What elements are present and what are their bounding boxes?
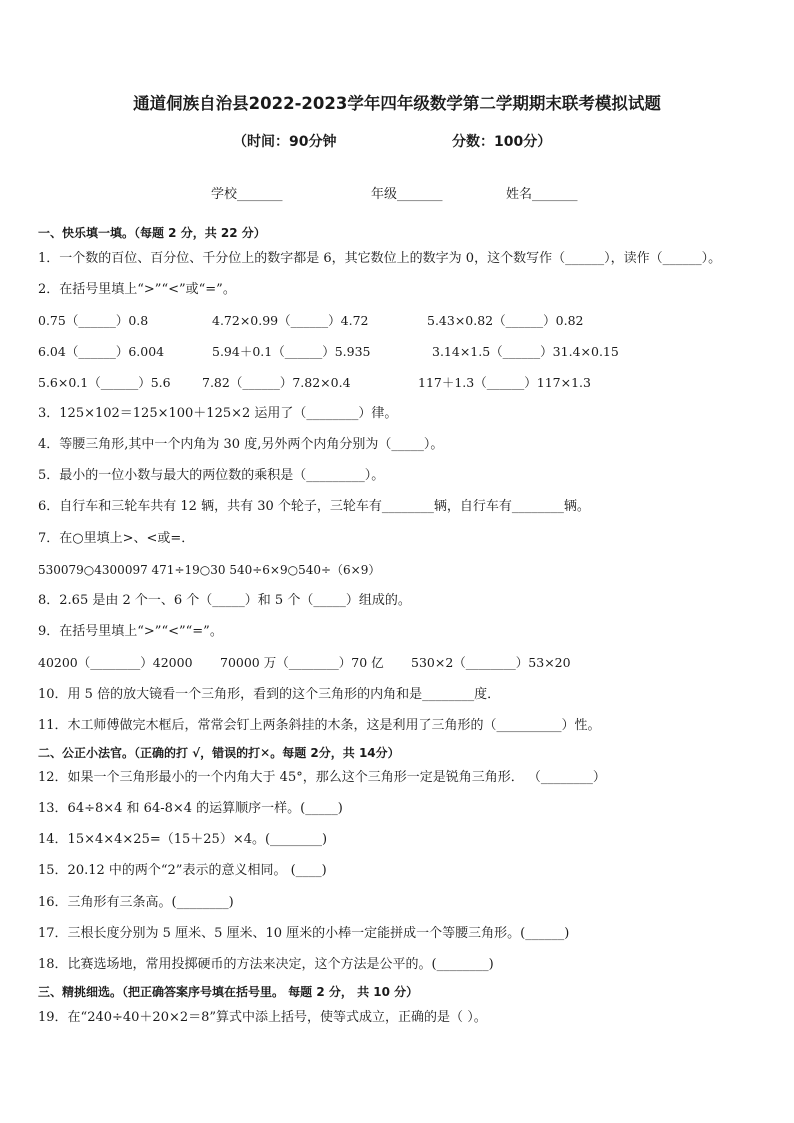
section-1-heading: 一、快乐填一填。（每题 2 分，共 22 分） [38,226,266,240]
question-3: 3．125×102＝125×100＋125×2 运用了（________）律。 [38,406,398,421]
exam-score: 分数：100分） [452,134,552,150]
question-19: 19．在“240÷40＋20×2＝8”算式中添上括号，使等式成立，正确的是（ ）。 [38,1010,487,1025]
question-10: 10．用 5 倍的放大镜看一个三角形，看到的这个三角形的内角和是________度． [38,687,501,702]
q2-item: 5.6×0.1（______）5.6 [38,375,171,390]
question-14: 14．15×4×4×25=（15＋25）×4。(________) [38,832,328,847]
q2-item: 0.75（______）0.8 [38,313,149,328]
name-field: 姓名_______ [506,187,578,202]
exam-title: 通道侗族自治县2022-2023学年四年级数学第二学期期末联考模拟试题 [133,94,661,113]
section-2-heading: 二、公正小法官。（正确的打 √，错误的打✕。每题 2分，共 14分） [38,746,400,760]
q2-item: 5.94＋0.1（______）5.935 [212,344,371,359]
question-16: 16．三角形有三条高。(________) [38,895,234,910]
q2-item: 117＋1.3（______）117×1.3 [418,375,591,390]
q2-item: 7.82（______）7.82×0.4 [202,375,351,390]
question-5: 5．最小的一位小数与最大的两位数的乘积是（_________）。 [38,468,385,483]
question-9: 9．在括号里填上“>”“<”“=”。 [38,624,223,639]
school-field: 学校_______ [211,187,283,202]
q2-item: 4.72×0.99（______）4.72 [212,313,369,328]
question-11: 11．木工师傅做完木框后，常常会钉上两条斜挂的木条，这是利用了三角形的（__________）性。 [38,718,601,733]
q9-item: 530×2（________）53×20 [411,655,571,670]
question-8: 8．2.65 是由 2 个一、6 个（_____）和 5 个（_____）组成的。 [38,593,411,608]
question-1: 1．一个数的百位、百分位、千分位上的数字都是 6，其它数位上的数字为 0，这个数写作（______），读作（______）。 [38,251,722,266]
question-17: 17．三根长度分别为 5 厘米、5 厘米、10 厘米的小棒一定能拼成一个等腰三角形。(______) [38,926,570,941]
question-4: 4．等腰三角形,其中一个内角为 30 度,另外两个内角分别为（_____）。 [38,437,444,452]
q2-item: 6.04（______）6.004 [38,344,165,359]
q7-items: 530079○4300097 471÷19○30 540÷6×9○540÷（6×9） [38,563,381,577]
question-15: 15．20.12 中的两个“2”表示的意义相同。 (____) [38,863,327,878]
q2-item: 5.43×0.82（______）0.82 [427,313,584,328]
question-12: 12．如果一个三角形最小的一个内角大于 45°，那么这个三角形一定是锐角三角形． （________） [38,770,606,785]
question-2: 2．在括号里填上“>”“<”或“=”。 [38,282,236,297]
grade-field: 年级_______ [371,187,443,202]
q2-item: 3.14×1.5（______）31.4×0.15 [432,344,619,359]
q9-item: 70000 万（________）70 亿 [220,655,384,670]
question-7: 7．在○里填上>、<或=． [38,531,195,546]
exam-time: （时间：90分钟 [233,134,337,150]
section-3-heading: 三、精挑细选。（把正确答案序号填在括号里。 每题 2 分， 共 10 分） [38,985,419,999]
question-13: 13．64÷8×4 和 64-8×4 的运算顺序一样。(_____) [38,801,343,816]
q9-item: 40200（________）42000 [38,655,193,670]
question-18: 18．比赛选场地，常用投掷硬币的方法来决定，这个方法是公平的。(________) [38,957,494,972]
question-6: 6．自行车和三轮车共有 12 辆，共有 30 个轮子，三轮车有________辆，自行车有________辆。 [38,499,590,514]
